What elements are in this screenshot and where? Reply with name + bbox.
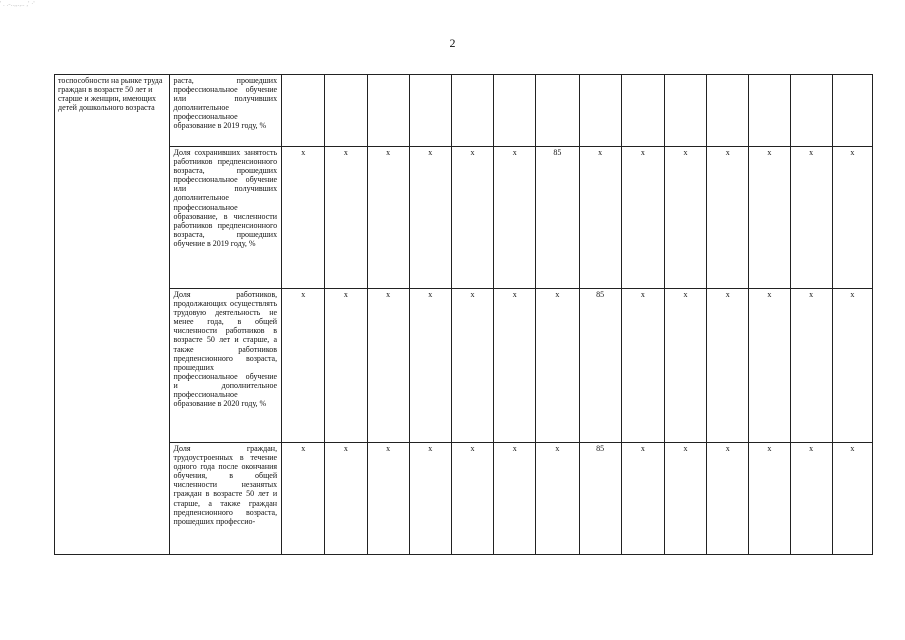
table-row <box>55 75 873 147</box>
value-cell: x <box>451 443 493 555</box>
value-cell: 85 <box>579 289 621 443</box>
scan-artifact: ' . .-..,,.,.. ,' ·' <box>0 0 35 8</box>
value-cell: x <box>790 443 832 555</box>
indicator-text: Доля сохранивших занятость работников предпенсионного возраста, прошедших профессиональное обучение или получивших дополнительное профессиональное образование, в численности работников предпенсионного возраста, прошедших обучение в 2019 году, % <box>173 148 278 248</box>
value-cell: x <box>282 443 325 555</box>
value-cell <box>282 75 325 147</box>
goal-cell <box>55 75 170 555</box>
value-cell: x <box>367 147 409 289</box>
value-cell: x <box>494 289 536 443</box>
value-cell <box>621 75 664 147</box>
indicator-text: Доля граждан, трудоустроенных в течение одного года после окончания обучения, в общей численности незанятых граждан в возрасте 50 лет и старше, а также граждан предпенсионного возраста, прошедших профессио- <box>173 444 278 526</box>
value-cell <box>367 75 409 147</box>
value-cell: x <box>325 147 367 289</box>
value-cell: x <box>409 289 451 443</box>
value-cell <box>790 75 832 147</box>
value-cell <box>536 75 579 147</box>
table-row <box>55 147 873 289</box>
value-cell <box>494 75 536 147</box>
value-cell: x <box>832 443 872 555</box>
value-cell: x <box>790 289 832 443</box>
value-cell <box>579 75 621 147</box>
page-number: 2 <box>449 36 456 50</box>
value-cell: x <box>282 289 325 443</box>
value-cell: x <box>832 147 872 289</box>
value-cell <box>664 75 706 147</box>
table-row <box>55 289 873 443</box>
value-cell: x <box>621 289 664 443</box>
value-cell: x <box>664 289 706 443</box>
value-cell: x <box>664 443 706 555</box>
value-cell: x <box>664 147 706 289</box>
value-cell: x <box>494 443 536 555</box>
value-cell <box>707 75 749 147</box>
indicator-cell <box>169 443 282 555</box>
value-cell: x <box>579 147 621 289</box>
value-cell: x <box>367 443 409 555</box>
value-cell: x <box>367 289 409 443</box>
value-cell: x <box>790 147 832 289</box>
indicator-text: раста, прошедших профессиональное обучение или получивших дополнительное профессиональное образование в 2019 году, % <box>173 76 278 131</box>
value-cell: x <box>536 289 579 443</box>
value-cell: 85 <box>536 147 579 289</box>
value-cell: x <box>494 147 536 289</box>
value-cell <box>832 75 872 147</box>
value-cell: x <box>707 289 749 443</box>
value-cell: x <box>832 289 872 443</box>
value-cell <box>325 75 367 147</box>
table-row <box>55 443 873 555</box>
value-cell: 85 <box>579 443 621 555</box>
value-cell: x <box>451 147 493 289</box>
indicator-cell <box>169 289 282 443</box>
indicator-cell <box>169 75 282 147</box>
value-cell: x <box>451 289 493 443</box>
value-cell: x <box>325 443 367 555</box>
value-cell <box>451 75 493 147</box>
goal-text: тоспособности на рынке труда граждан в возрасте 50 лет и старше и женщин, имеющих детей дошкольного возраста <box>58 76 163 113</box>
value-cell <box>409 75 451 147</box>
value-cell: x <box>282 147 325 289</box>
value-cell: x <box>707 443 749 555</box>
indicator-text: Доля работников, продолжающих осуществлять трудовую деятельность не менее года, в общей численности работников в возрасте 50 лет и старше, а также работников предпенсионного возраста, прошедших профессиональное обучение и дополнительное профессиональное образование в 2020 году, % <box>173 290 278 409</box>
value-cell: x <box>325 289 367 443</box>
value-cell <box>749 75 790 147</box>
value-cell: x <box>749 289 790 443</box>
value-cell: x <box>621 443 664 555</box>
value-cell: x <box>621 147 664 289</box>
value-cell: x <box>707 147 749 289</box>
value-cell: x <box>749 443 790 555</box>
value-cell: x <box>536 443 579 555</box>
value-cell: x <box>409 443 451 555</box>
data-table <box>54 74 873 555</box>
value-cell: x <box>749 147 790 289</box>
value-cell: x <box>409 147 451 289</box>
indicator-cell <box>169 147 282 289</box>
